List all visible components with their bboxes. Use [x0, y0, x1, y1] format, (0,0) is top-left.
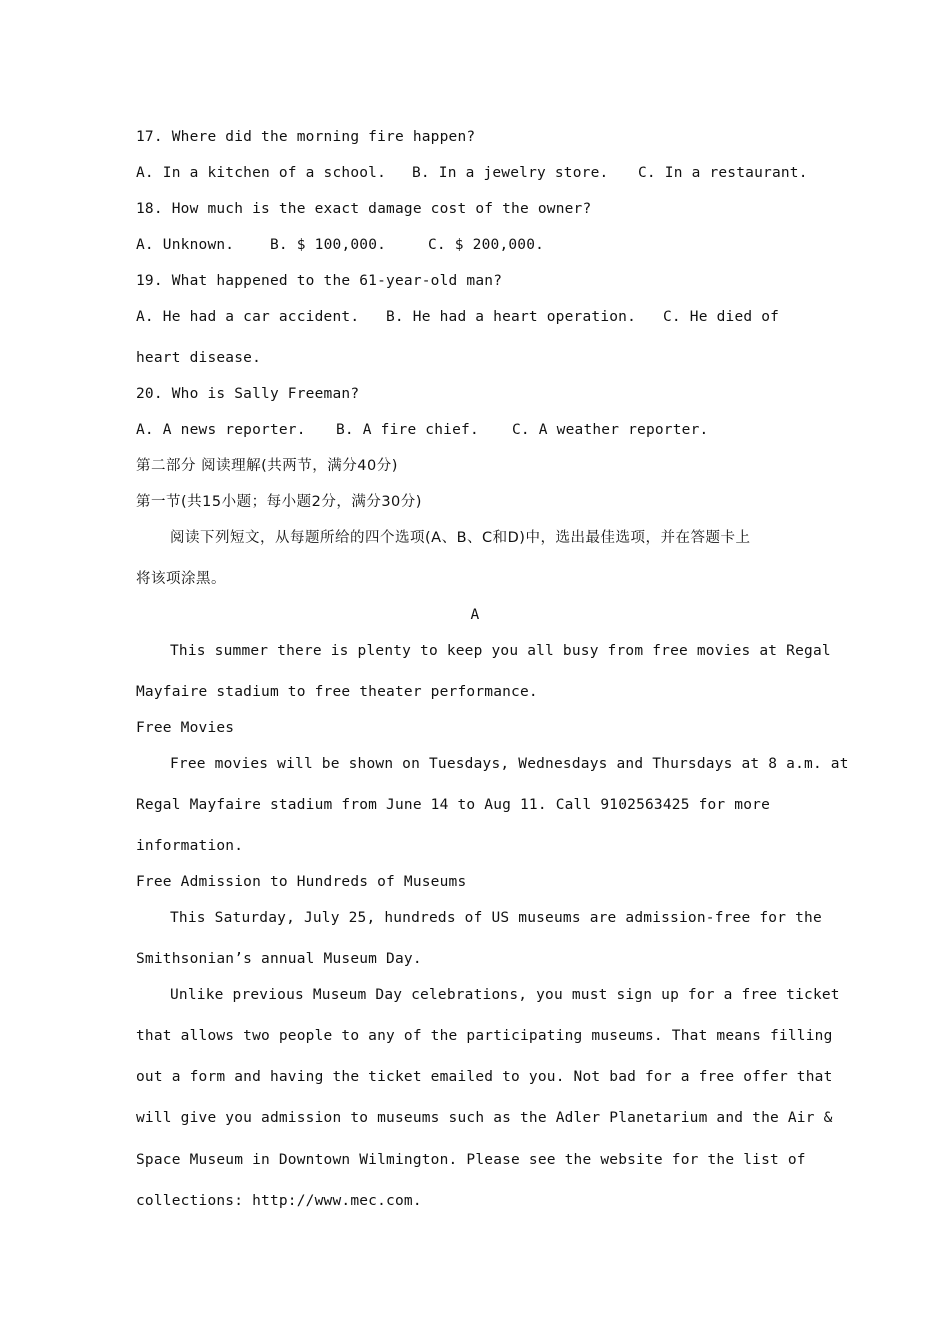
heading-free-museums: Free Admission to Hundreds of Museums	[136, 874, 467, 890]
museums-p2-line-3: out a form and having the ticket emailed to you. Not bad for a free offer that	[136, 1069, 833, 1085]
question-18: 18. How much is the exact damage cost of the owner?	[136, 201, 592, 217]
passage-label: A	[470, 607, 480, 623]
museums-p1-line-2: Smithsonian’s annual Museum Day.	[136, 951, 422, 967]
question-20: 20. Who is Sally Freeman?	[136, 386, 360, 402]
instruction-line-1: 阅读下列短文，从每题所给的四个选项(A、B、C和D)中，选出最佳选项，并在答题卡上	[170, 530, 751, 546]
q19-option-c-continued: heart disease.	[136, 350, 262, 366]
q18-option-a: A. Unknown.	[136, 237, 235, 253]
question-17: 17. Where did the morning fire happen?	[136, 129, 476, 145]
movies-line-3: information.	[136, 838, 244, 854]
intro-line-2: Mayfaire stadium to free theater performance.	[136, 684, 538, 700]
section-title: 第一节(共15小题；每小题2分，满分30分)	[136, 494, 422, 510]
museums-p2-line-2: that allows two people to any of the participating museums. That means filling	[136, 1028, 833, 1044]
instruction-line-2: 将该项涂黑。	[136, 571, 226, 587]
movies-line-2: Regal Mayfaire stadium from June 14 to Aug 11. Call 9102563425 for more	[136, 797, 771, 813]
museums-p2-line-1: Unlike previous Museum Day celebrations, you must sign up for a free ticket	[170, 987, 840, 1003]
heading-free-movies: Free Movies	[136, 720, 235, 736]
museums-p2-line-5: Space Museum in Downtown Wilmington. Please see the website for the list of	[136, 1152, 806, 1168]
q18-option-c: C. $ 200,000.	[428, 237, 545, 253]
q19-option-c: C. He died of	[663, 309, 780, 325]
movies-line-1: Free movies will be shown on Tuesdays, Wednesdays and Thursdays at 8 a.m. at	[170, 756, 849, 772]
museums-p2-line-4: will give you admission to museums such as the Adler Planetarium and the Air &	[136, 1110, 833, 1126]
q18-option-b: B. $ 100,000.	[270, 237, 387, 253]
q20-option-c: C. A weather reporter.	[512, 422, 709, 438]
q17-option-c: C. In a restaurant.	[638, 165, 808, 181]
question-19: 19. What happened to the 61-year-old man?	[136, 273, 503, 289]
q17-option-a: A. In a kitchen of a school.	[136, 165, 387, 181]
museums-p2-line-6: collections: http://www.mec.com.	[136, 1193, 422, 1209]
part-title: 第二部分 阅读理解(共两节，满分40分)	[136, 458, 398, 474]
q19-option-b: B. He had a heart operation.	[386, 309, 637, 325]
intro-line-1: This summer there is plenty to keep you all busy from free movies at Regal	[170, 643, 831, 659]
q20-option-b: B. A fire chief.	[336, 422, 479, 438]
q19-option-a: A. He had a car accident.	[136, 309, 360, 325]
museums-p1-line-1: This Saturday, July 25, hundreds of US museums are admission-free for the	[170, 910, 822, 926]
q20-option-a: A. A news reporter.	[136, 422, 306, 438]
q17-option-b: B. In a jewelry store.	[412, 165, 609, 181]
